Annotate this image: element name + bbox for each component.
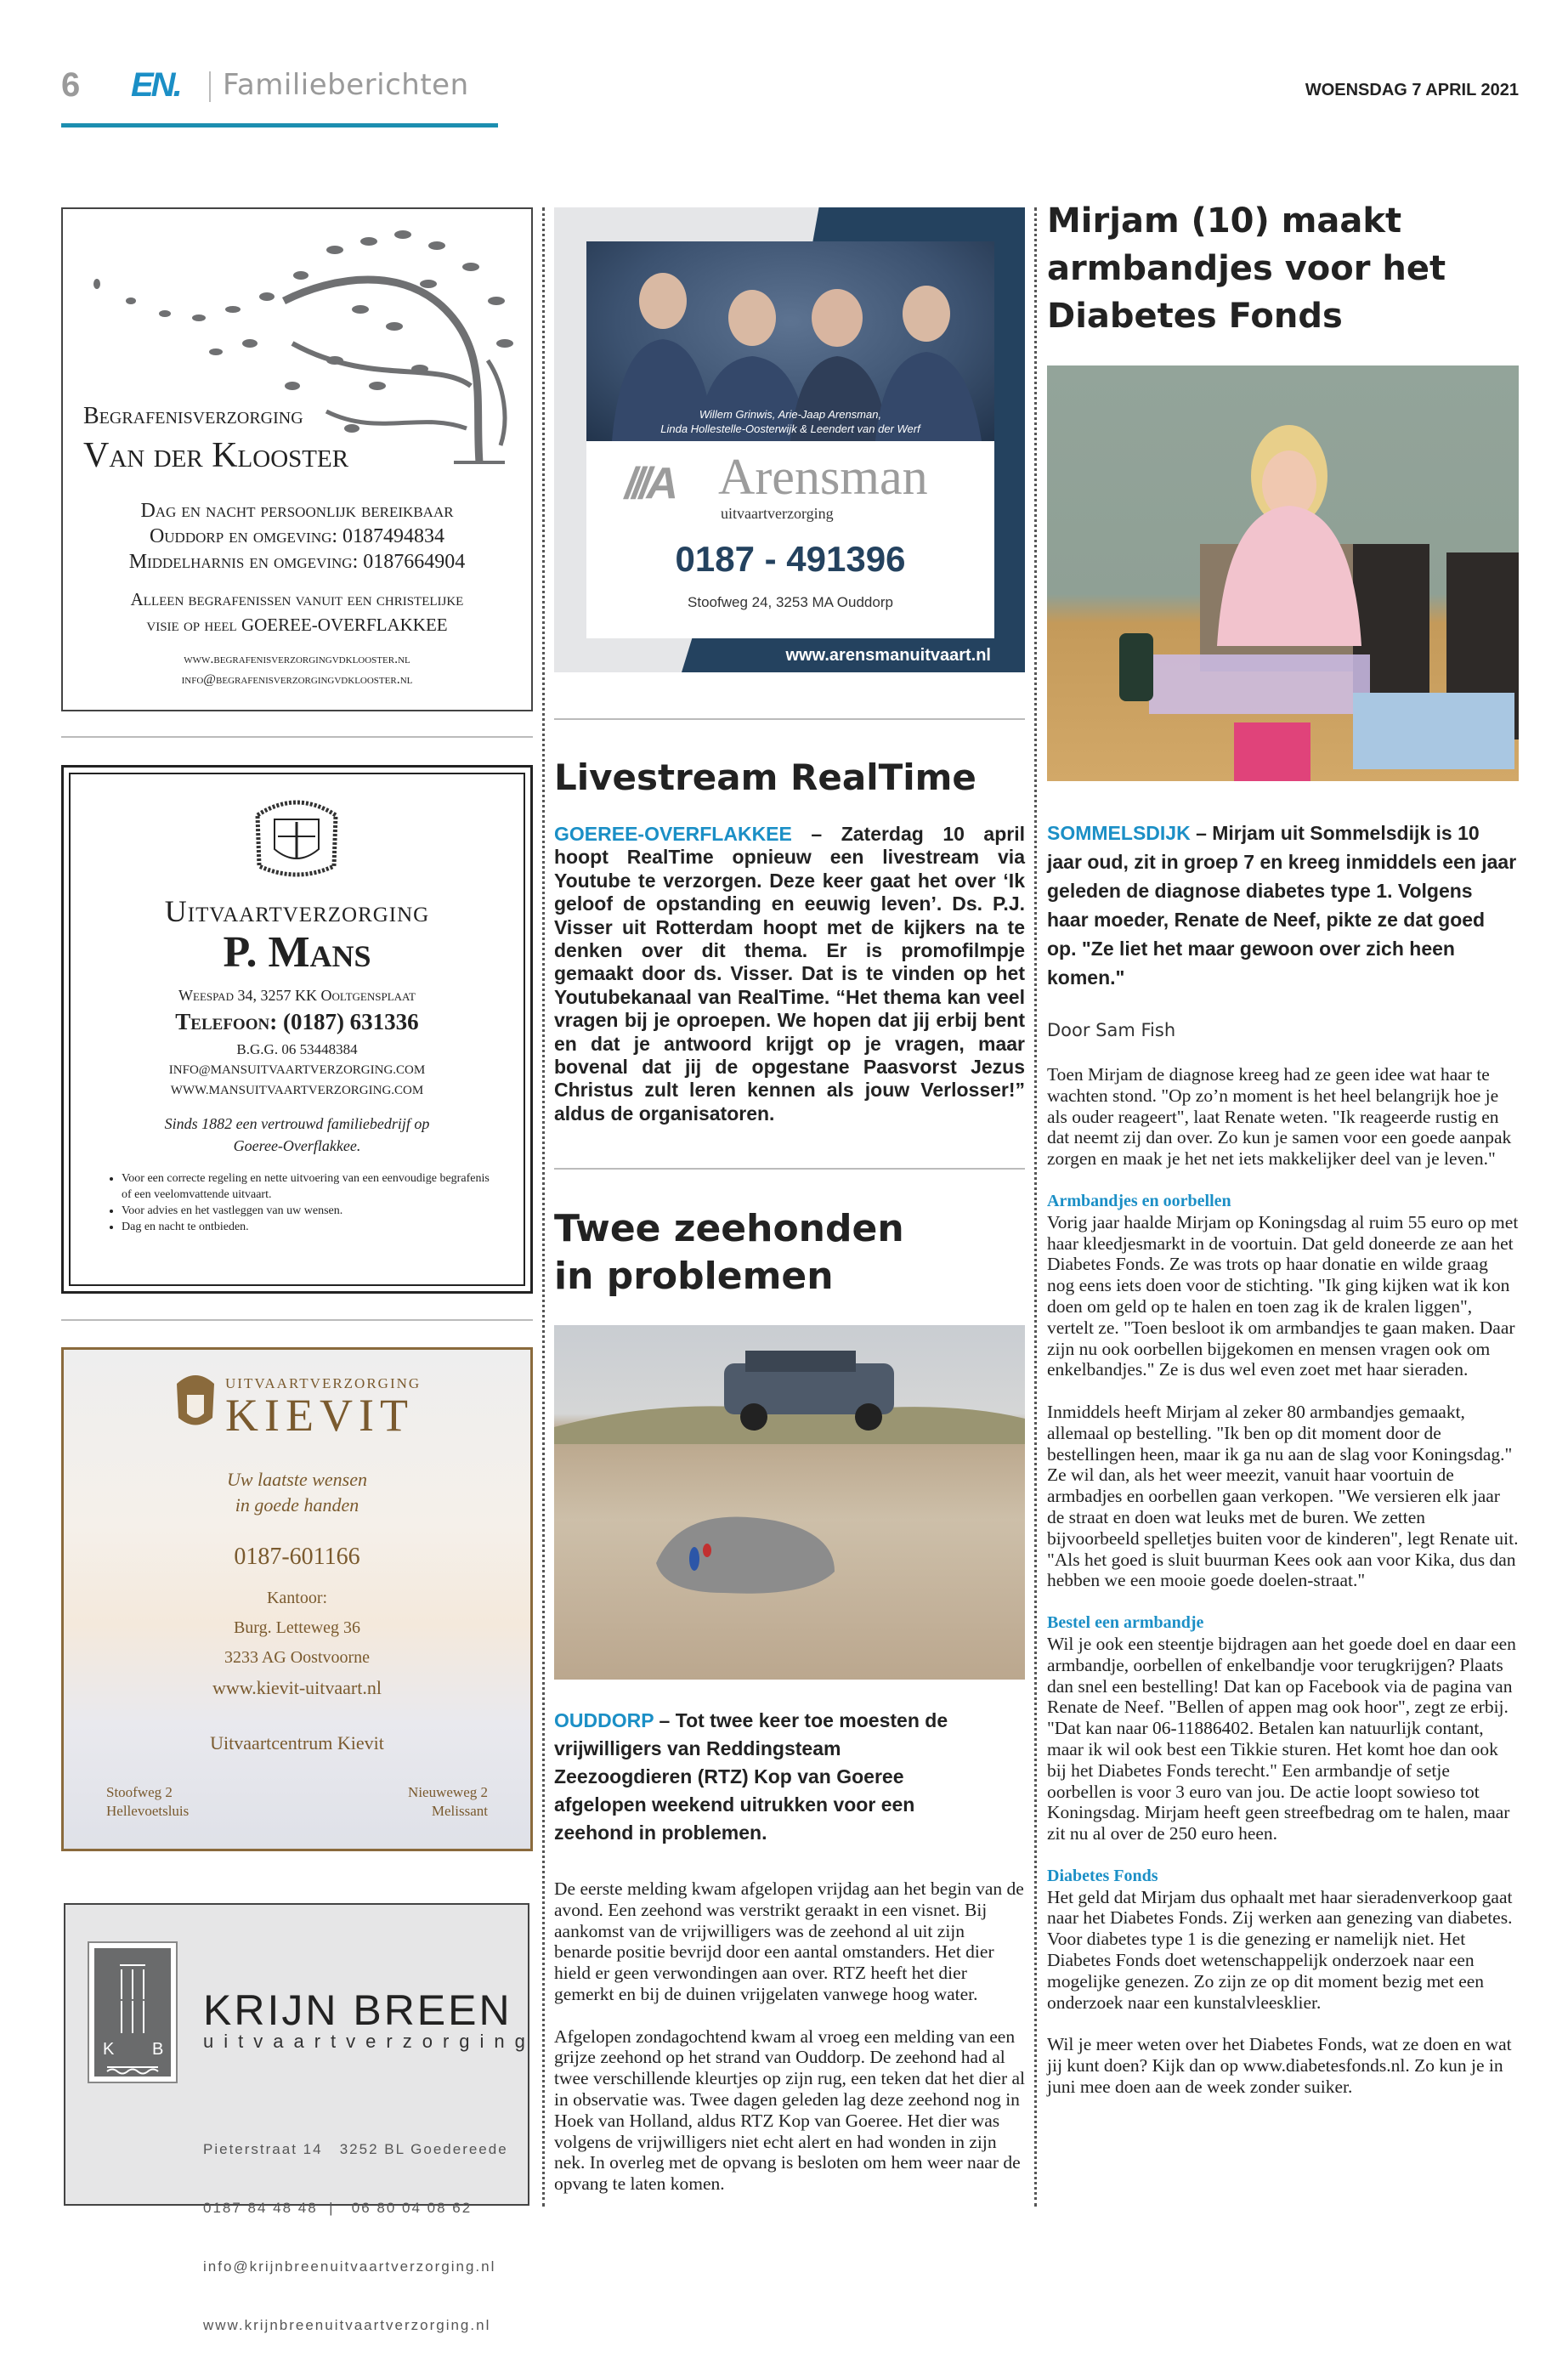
article-paragraph: Afgelopen zondagochtend kwam al vroeg een melding van een grijze zeehond op het strand van Ouddorp. De zeehond had al twee verschillende kleurtjes op zijn rug, een teken dat het dier al in observatie was. Twee dagen geleden lag deze zeehond nog in Hoek van Holland, aldus RTZ Kop van Goeree. Het dier was volgens de vrijwilligers niet echt alert en had wonden in zijn nek. In overleg met de opvang is besloten om hem weer naar de opvang te laten komen. xyxy=(554,2026,1026,2195)
header-rule xyxy=(61,123,498,127)
section-title: Familieberichten xyxy=(223,68,469,102)
issue-date: WOENSDAG 7 APRIL 2021 xyxy=(1305,81,1519,99)
seal-photo[interactable] xyxy=(554,1325,1025,1680)
article-title: in problemen xyxy=(554,1255,834,1298)
photo-caption: Willem Grinwis, Arie-Jaap Arensman, xyxy=(699,408,882,421)
krijn-breen-logo xyxy=(89,1943,176,2082)
article-paragraph: Toen Mirjam de diagnose kreeg had ze geen idee wat haar te wachten stond. "Op zo’n moment is het heel belangrijk hoe je als ouder reageert", laat Renate weten. "Ik reageerde rustig en dat neemt zij dan over. Zo kun je samen voor een goede aanpak zorgen en maak je het net iets makkelijker deel van je leven." xyxy=(1047,1064,1512,1170)
tower-icon xyxy=(94,1948,171,2077)
ad-website[interactable]: www.kievit-uitvaart.nl xyxy=(212,1677,382,1698)
team-photo xyxy=(586,241,994,441)
ad-tagline: Goeree-Overflakkee. xyxy=(233,1137,361,1154)
ad-visie-line: visie op heel GOEREE-OVERFLAKKEE xyxy=(146,615,448,635)
ad-kievit-small: UITVAARTVERZORGING xyxy=(225,1375,422,1391)
subheading: Diabetes Fonds xyxy=(1047,1866,1158,1885)
ad-subtitle: uitvaartverzorging xyxy=(203,2031,535,2052)
ad-location-town: Hellevoetsluis xyxy=(106,1803,190,1819)
ad-location-street: Stoofweg 2 xyxy=(106,1784,173,1800)
article-paragraph: Vorig jaar haalde Mirjam op Koningsdag al ruim 55 euro op met haar kleedjesmarkt in de voortuin. Dat geld doneerde ze aan het Diabetes Fonds. Ze was trots op haar donatie en wilde graag nog eens iets doen voor de stichting. "Ik ging kijken wat ik kon doen om geld op te halen en toen zag ik de kralen liggen", vertelt ze. "Toen besloot ik om armbandjes te gaan maken. Daar zijn nu ook oorbellen bijgekomen en mensen vragen ook om enkelbandjes." Ze is dus wel even zoet met haar sieraden. xyxy=(1047,1211,1519,1380)
ad-city: 3233 AG Oostvoorne xyxy=(224,1648,371,1667)
article-separator xyxy=(554,1168,1025,1170)
ad-name: KRIJN BREEN xyxy=(203,1986,512,2034)
ad-email[interactable]: INFO@MANSUITVAARTVERZORGING.COM xyxy=(168,1063,426,1077)
ad-centre: Uitvaartcentrum Kievit xyxy=(210,1732,384,1754)
subheading: Bestel een armbandje xyxy=(1047,1612,1204,1632)
ad-van-der-klooster[interactable] xyxy=(61,207,533,711)
ad-line-2: Van der Klooster xyxy=(83,436,349,475)
newspaper-logo[interactable]: EN. xyxy=(131,66,180,104)
ad-separator xyxy=(61,1319,533,1321)
ad-brand-sub: uitvaartverzorging xyxy=(721,505,834,522)
ad-website[interactable]: WWW.MANSUITVAARTVERZORGING.COM xyxy=(170,1084,424,1097)
ad-info-line: Dag en nacht persoonlijk bereikbaar xyxy=(140,500,454,522)
ad-office-label: Kantoor: xyxy=(266,1589,328,1607)
ad-arensman[interactable] xyxy=(554,207,1025,672)
svg-text:K: K xyxy=(103,2040,115,2059)
ad-phone[interactable]: 0187-601166 xyxy=(234,1544,360,1570)
article-lead xyxy=(1047,819,1519,992)
arensman-logo-mark: ///A xyxy=(625,459,673,508)
ad-website[interactable]: www.begrafenisverzorgingvdklooster.nl xyxy=(184,652,410,666)
ad-kievit[interactable] xyxy=(61,1347,533,1851)
dateline: GOEREE-OVERFLAKKEE xyxy=(554,823,792,845)
article-title: Mirjam (10) maakt armbandjes voor het Diabetes Fonds xyxy=(1047,201,1446,336)
article-paragraph: Wil je ook een steentje bijdragen aan het goede doel en daar een armbandje, oorbellen of enkelbandje voor terugkrijgen? Plaats dan snel een bestelling! Dat kan op Facebook via de pagina van Renate de Neef. "Bellen of appen mag ook hoor", zegt ze erbij. "Dat kan naar 06-11886402. Betalen kan natuurlijk contant, maar ik wil ook best een Tikkie sturen. Het komt hoe dan ook bij het Diabetes Fonds terecht." Een armbandje of setje oorbellen is voor 3 euro van jou. De actie loopt sowieso tot Koningsdag. Mirjam heeft geen streefbedrag om te halen, maar zit nu al over de 250 euro heen. xyxy=(1047,1633,1516,1844)
column-divider xyxy=(542,207,545,2207)
ad-kievit-name: KIEVIT xyxy=(225,1390,414,1441)
ad-separator xyxy=(61,736,533,738)
lead-text: – Zaterdag 10 april hoopt RealTime opnieuw een livestream via Youtube te verzorgen. Deze keer gaat het over ‘Ik geloof de opstanding en eeuwig leven’. Ds. P.J. Visser uit Rotterdam hoopt met de kijkers na te denken over dit thema. Er is promofilmpje gemaakt door ds. Visser. Dat is te vinden op het Youtubekanaal van RealTime. “Het thema kan veel vragen bij je oproepen. We hopen dat jij erbij bent en dat je antwoord krijgt op je vragen, maar bovenal dat jij de opgestane Paasvorst Jezus Christus zult leren kennen als jouw Verlosser!” aldus de organisatoren. xyxy=(554,823,1025,1125)
article-paragraph: De eerste melding kwam afgelopen vrijdag aan het begin van de avond. Een zeehond was verstrikt geraakt in een visnet. Bij aankomst van de vrijwilligers was de zeehond al uit zijn benarde positie bevrijd door een aantal omstanders. Het dier hield er geen verwondingen aan over. RTZ heeft het dier gemerkt en bij de duinen vrijgelaten vanwege hoog water. xyxy=(554,1878,1024,2004)
girl-with-beads-illustration xyxy=(1047,365,1519,781)
photo-caption: Linda Hollestelle-Oosterwijk & Leendert van der Werf xyxy=(660,422,920,435)
byline: Door Sam Fish xyxy=(1047,1020,1176,1040)
article-paragraph: Wil je meer weten over het Diabetes Fonds, wat ze doen en wat jij kunt doen? Kijk dan op www.diabetesfonds.nl. Zo kun je in juni mee doen aan de week zonder suiker. xyxy=(1047,2034,1512,2097)
ad-p-mans[interactable] xyxy=(61,765,533,1294)
ad-address: Stoofweg 24, 3253 MA Ouddorp xyxy=(688,594,893,610)
ad-phones[interactable]: 0187 84 48 48 | 06 80 04 08 62 xyxy=(203,2200,473,2216)
ad-line-1: Begrafenisverzorging xyxy=(83,403,303,429)
lead-text: – Tot twee keer toe moesten de vrijwilligers van Reddingsteam Zeezoogdieren (RTZ) Kop van Goeree afgelopen weekend uitrukken voor een zeehond in problemen. xyxy=(554,1709,948,1844)
ad-name: P. Mans xyxy=(223,928,371,977)
ad-brand: Arensman xyxy=(718,449,928,505)
ad-street: Burg. Letteweg 36 xyxy=(233,1618,361,1637)
ad-email[interactable]: info@begrafenisverzorgingvdklooster.nl xyxy=(181,672,413,687)
lead-text: – Mirjam uit Sommelsdijk is 10 jaar oud, zit in groep 7 en kreeg inmiddels een jaar geleden de diagnose diabetes type 1. Volgens haar moeder, Renate de Neef, pikte ze dat goed op. "Ze liet het maar gewoon over zich heen komen." xyxy=(1047,822,1517,989)
ad-website[interactable]: www.arensmanuitvaart.nl xyxy=(785,646,991,665)
article-paragraph: Het geld dat Mirjam dus ophaalt met haar sieradenverkoop gaat naar het Diabetes Fonds. Zij werken aan genezing van diabetes. Voor diabetes type 1 is die genezing er namelijk niet. Het Diabetes Fonds doet wetenschappelijk onderzoek naar een mogelijke genezen. Zo zijn ze op dit moment bezig met een onderzoek naar een kunstalvleesklier. xyxy=(1047,1886,1513,2013)
ad-visie-line: Alleen begrafenissen vanuit een christelijke xyxy=(130,589,464,609)
tree-icon xyxy=(80,216,522,471)
ad-bullet: • Voor advies en het vastleggen van uw wensen. xyxy=(122,1203,490,1219)
ad-address: Weespad 34, 3257 KK Ooltgensplaat xyxy=(178,987,416,1004)
column-divider xyxy=(1034,207,1037,2207)
ad-bullet: • Dag en nacht te ontbieden. xyxy=(122,1219,490,1235)
ad-bullet: • Voor een correcte regeling en nette uitvoering van een eenvoudige begrafenis of een veelomvattende uitvaart. xyxy=(122,1170,490,1203)
ad-location-town: Melissant xyxy=(431,1803,488,1819)
article-title: Livestream RealTime xyxy=(554,756,976,798)
dateline: SOMMELSDIJK xyxy=(1047,822,1191,844)
ad-phone[interactable]: Telefoon: (0187) 631336 xyxy=(175,1009,419,1034)
ad-bgg: B.G.G. 06 53448384 xyxy=(236,1041,358,1057)
ad-krijn-breen[interactable] xyxy=(64,1903,535,2333)
article-title: Twee zeehonden xyxy=(554,1207,904,1250)
article-paragraph: Inmiddels heeft Mirjam al zeker 80 armbandjes gemaakt, allemaal op bestelling. "Ik ben op dit moment door de bestellingen heen, maar ik ga nu aan de slag voor Koningsdag." Ze wil dan, als het weer meezit, vanuit haar voortuin de armbadjes en oorbellen gaan verkopen. "We versieren elk jaar de straat en doen wat leuks met de buren. We zetten bijvoorbeeld spelletjes buiten voor de kinderen", legt Renate uit. "Als het goed is sluit buurman Kees ook aan voor Kika, dus dan hebben we een mooie goede doelen-straat." xyxy=(1047,1401,1519,1591)
mirjam-photo[interactable] xyxy=(1047,365,1519,781)
ad-tagline: Sinds 1882 een vertrouwd familiebedrijf op xyxy=(164,1115,430,1132)
ad-slogan: in goede handen xyxy=(235,1494,359,1516)
ad-phone[interactable]: 0187 - 491396 xyxy=(675,539,906,579)
svg-text:B: B xyxy=(152,2040,164,2059)
ad-slogan: Uw laatste wensen xyxy=(227,1469,367,1490)
ad-location-street: Nieuweweg 2 xyxy=(408,1784,488,1800)
article-lead xyxy=(554,1707,962,1847)
ad-info-line: Ouddorp en omgeving: 0187494834 xyxy=(149,525,445,547)
ad-email[interactable]: info@krijnbreenuitvaartverzorging.nl xyxy=(203,2258,496,2275)
ad-title: Uitvaartverzorging xyxy=(164,894,430,928)
ad-website[interactable]: www.krijnbreenuitvaartverzorging.nl xyxy=(203,2317,491,2333)
dateline: OUDDORP xyxy=(554,1709,654,1731)
ad-address: Pieterstraat 14 3252 BL Goedereede xyxy=(203,2141,508,2157)
header-divider xyxy=(209,71,211,102)
coat-of-arms-icon xyxy=(249,790,344,881)
article-separator xyxy=(554,718,1025,720)
ad-info-line: Middelharnis en omgeving: 0187664904 xyxy=(128,551,466,573)
seal-and-car-illustration xyxy=(554,1325,1025,1680)
subheading: Armbandjes en oorbellen xyxy=(1047,1191,1231,1210)
crest-icon xyxy=(170,1371,221,1431)
page-number: 6 xyxy=(61,66,81,104)
article-lead xyxy=(554,823,1025,1125)
